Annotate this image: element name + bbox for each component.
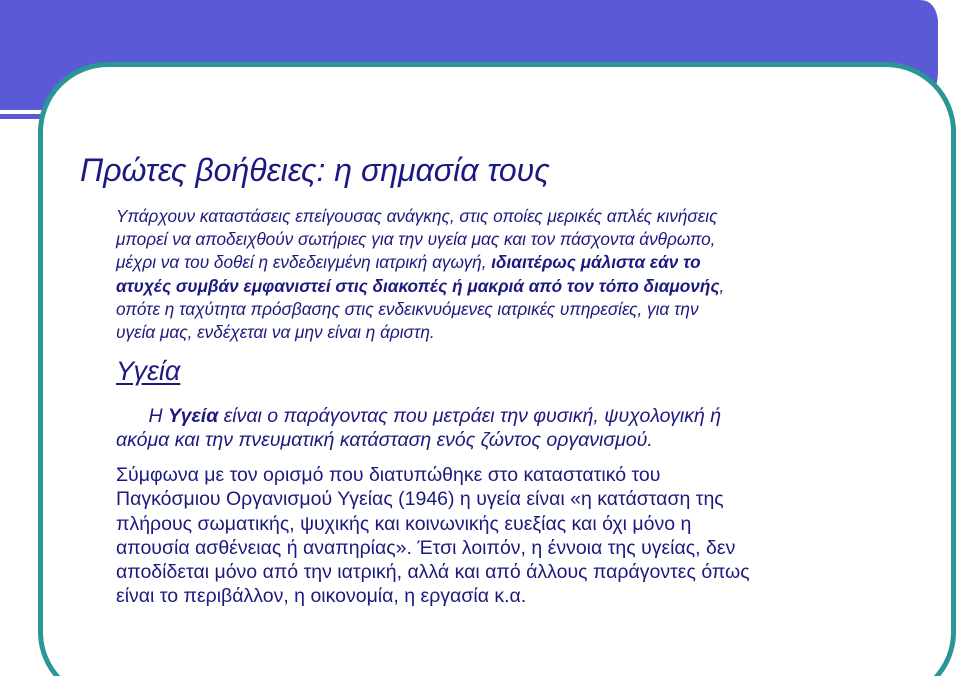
definition-line: Η Υγεία είναι ο παράγοντας που μετράει την φυσική, ψυχολογική ή: [148, 405, 722, 427]
slide-title: Πρώτες βοήθειες: η σημασία τους: [80, 152, 550, 188]
who-definition-paragraph: [116, 463, 946, 609]
intro-line: μέχρι να του δοθεί η ενδεδειγμένη ιατρική αγωγή, ιδιαιτέρως μάλιστα εάν το: [116, 252, 701, 273]
who-line: απουσία ασθένειας ή αναπηρίας». Έτσι λοιπόν, η έννοια της υγείας, δεν: [116, 536, 736, 559]
intro-line: Υπάρχουν καταστάσεις επείγουσας ανάγκης, στις οποίες μερικές απλές κινήσεις: [116, 206, 718, 226]
who-line: πλήρους σωματικής, ψυχικής και κοινωνικής ευεξίας και όχι μόνο η: [116, 512, 692, 535]
health-definition-paragraph: [116, 404, 936, 452]
health-term: Υγεία: [168, 405, 219, 427]
section-heading-health: Υγεία: [116, 356, 181, 386]
who-line: Παγκόσμιου Οργανισμού Υγείας (1946) η υγεία είναι «η κατάσταση της: [116, 488, 724, 511]
who-line: είναι το περιβάλλον, η οικονομία, η εργασία κ.α.: [116, 585, 527, 608]
emphasis-text: ατυχές συμβάν εμφανιστεί στις διακοπές ή μακριά από τον τόπο διαμονής: [116, 275, 720, 296]
intro-line: μπορεί να αποδειχθούν σωτήριες για την υγεία μας και τον πάσχοντα άνθρωπο,: [116, 229, 716, 250]
emphasis-text: ιδιαιτέρως μάλιστα εάν το: [491, 252, 701, 273]
intro-paragraph: [116, 205, 916, 344]
intro-line: ατυχές συμβάν εμφανιστεί στις διακοπές ή μακριά από τον τόπο διαμονής,: [116, 275, 725, 296]
intro-line: υγεία μας, ενδέχεται να μην είναι η άριστη.: [116, 322, 435, 343]
intro-line: οπότε η ταχύτητα πρόσβασης στις ενδεικνυόμενες ιατρικές υπηρεσίες, για την: [116, 298, 699, 319]
who-line: αποδίδεται μόνο από την ιατρική, αλλά και από άλλους παράγοντες όπως: [116, 561, 750, 584]
who-line: Σύμφωνα με τον ορισμό που διατυπώθηκε στο καταστατικό του: [116, 464, 661, 486]
definition-line: ακόμα και την πνευματική κατάσταση ενός ζώντος οργανισμού.: [116, 429, 653, 451]
